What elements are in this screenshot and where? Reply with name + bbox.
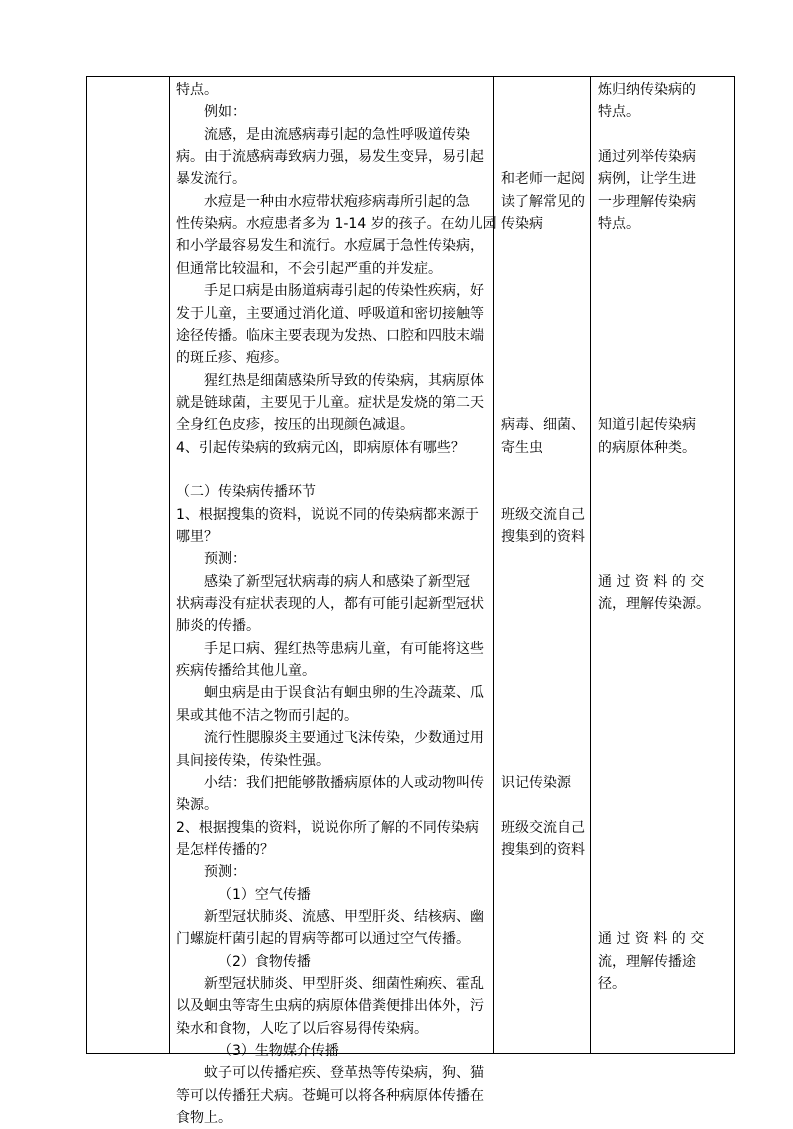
content-text-line: 的斑丘疹、疱疹。 xyxy=(176,350,288,367)
content-text-line: 预测： xyxy=(204,551,246,568)
content-text-line: 状病毒没有症状表现的人，都有可能引起新型冠状 xyxy=(176,596,484,613)
content-text-line: 蚊子可以传播疟疾、登革热等传染病，狗、猫 xyxy=(204,1065,484,1082)
content-text-line: 染源。 xyxy=(176,797,218,814)
content-text-line: （3）生物媒介传播 xyxy=(218,1043,339,1060)
design-purpose-text-line: 径。 xyxy=(598,976,626,992)
design-purpose-text-line: 一步理解传染病 xyxy=(598,193,696,210)
design-purpose-text-line: 特点。 xyxy=(598,104,640,121)
blank-column-cell xyxy=(87,77,170,1054)
content-text-line: 新型冠状肺炎、流感、甲型肝炎、结核病、幽 xyxy=(204,908,484,925)
content-text-line: （2）食物传播 xyxy=(218,953,311,970)
content-text-line: 小结：我们把能够散播病原体的人或动物叫传 xyxy=(204,774,484,791)
content-text-line: 特点。 xyxy=(176,82,218,98)
design-purpose-text-line: 知道引起传染病 xyxy=(598,417,696,434)
content-text-line: （1）空气传播 xyxy=(218,886,311,903)
content-text-line: （二）传染病传播环节 xyxy=(176,484,316,501)
content-text-line: 病。由于流感病毒致病力强，易发生变异，易引起 xyxy=(176,149,484,166)
design-purpose-text-line: 炼归纳传染病的 xyxy=(598,82,696,98)
content-text-line: 性传染病。水痘患者多为 1-14 岁的孩子。在幼儿园 xyxy=(176,216,497,233)
content-text-line: 具间接传染，传染性强。 xyxy=(176,752,330,769)
content-text-line: 全身红色皮疹，按压的出现颜色减退。 xyxy=(176,417,414,434)
table-row xyxy=(87,77,735,1054)
content-text-line: 以及蛔虫等寄生虫病的病原体借粪便排出体外，污 xyxy=(176,998,484,1015)
design-purpose-cell xyxy=(591,77,735,1054)
content-text-line: 2、根据搜集的资料，说说你所了解的不同传染病 xyxy=(176,819,479,836)
content-text-line: 疾病传播给其他儿童。 xyxy=(176,663,316,680)
content-text-line: 例如： xyxy=(204,104,246,121)
content-text-line: 1、根据搜集的资料，说说不同的传染病都来源于 xyxy=(176,506,479,523)
design-purpose-text-line: 流，理解传播途 xyxy=(598,953,696,970)
student-activity-text-line: 识记传染源 xyxy=(501,774,571,791)
content-text-line: 果或其他不洁之物而引起的。 xyxy=(176,707,358,724)
student-activity-text-line: 传染病 xyxy=(501,216,543,233)
student-activity-text-line: 搜集到的资料 xyxy=(501,841,585,858)
content-text-line: 水痘是一种由水痘带状疱疹病毒所引起的急 xyxy=(204,193,470,210)
design-purpose-text-line: 的病原体种类。 xyxy=(598,439,696,456)
design-purpose-text-line: 流，理解传染源。 xyxy=(598,596,710,613)
teaching-content-cell xyxy=(170,77,497,1127)
content-text-line: 感染了新型冠状病毒的病人和感染了新型冠 xyxy=(204,573,470,590)
student-activity-text-line: 班级交流自己 xyxy=(501,506,585,523)
content-text-line: 蛔虫病是由于误食沾有蛔虫卵的生冷蔬菜、瓜 xyxy=(204,685,484,702)
content-text-line: 哪里？ xyxy=(176,529,218,545)
student-activity-text-line: 病毒、细菌、 xyxy=(501,417,585,434)
content-text-line: 4、引起传染病的致病元凶，即病原体有哪些？ xyxy=(176,439,465,456)
content-text-line: 但通常比较温和，不会引起严重的并发症。 xyxy=(176,260,442,277)
content-text-line: 手足口病、猩红热等患病儿童，有可能将这些 xyxy=(204,640,484,657)
content-text-line: 途径传播。临床主要表现为发热、口腔和四肢末端 xyxy=(176,327,484,344)
content-text-line: 手足口病是由肠道病毒引起的传染性疾病，好 xyxy=(204,283,484,300)
design-purpose-text-line: 通 过 资 料 的 交 xyxy=(598,573,705,590)
student-activity-cell xyxy=(494,77,591,1054)
content-text-line: 流行性腮腺炎主要通过飞沫传染，少数通过用 xyxy=(204,730,484,747)
content-text-line: 等可以传播狂犬病。苍蝇可以将各种病原体传播在 xyxy=(176,1087,484,1104)
student-activity-text-line: 寄生虫 xyxy=(501,439,543,456)
content-text-line: 暴发流行。 xyxy=(176,171,246,188)
content-text-line: 门螺旋杆菌引起的胃病等都可以通过空气传播。 xyxy=(176,931,470,948)
student-activity-text-line: 班级交流自己 xyxy=(501,819,585,836)
content-text-line: 流感，是由流感病毒引起的急性呼吸道传染 xyxy=(204,126,470,143)
student-activity-text-line: 搜集到的资料 xyxy=(501,529,585,545)
design-purpose-text-line: 病例，让学生进 xyxy=(598,171,696,188)
content-text-line: 发于儿童，主要通过消化道、呼吸道和密切接触等 xyxy=(176,305,484,322)
design-purpose-text-line: 通 过 资 料 的 交 xyxy=(598,931,705,948)
content-text-line: 预测： xyxy=(204,864,246,881)
content-text-line: 肺炎的传播。 xyxy=(176,618,260,635)
content-text-line: 食物上。 xyxy=(176,1110,232,1127)
student-activity-text-line: 读了解常见的 xyxy=(501,193,585,210)
content-text-line: 和小学最容易发生和流行。水痘属于急性传染病， xyxy=(176,238,484,255)
content-text-line: 是怎样传播的？ xyxy=(176,841,274,858)
lesson-plan-table xyxy=(86,76,735,1127)
content-text-line: 染水和食物，人吃了以后容易得传染病。 xyxy=(176,1020,428,1037)
content-text-line: 猩红热是细菌感染所导致的传染病，其病原体 xyxy=(204,372,484,389)
design-purpose-text-line: 通过列举传染病 xyxy=(598,149,696,166)
design-purpose-text-line: 特点。 xyxy=(598,216,640,233)
student-activity-text-line: 和老师一起阅 xyxy=(501,171,585,188)
content-text-line: 就是链球菌，主要见于儿童。症状是发烧的第二天 xyxy=(176,394,484,411)
content-text-line: 新型冠状肺炎、甲型肝炎、细菌性痢疾、霍乱 xyxy=(204,976,484,992)
